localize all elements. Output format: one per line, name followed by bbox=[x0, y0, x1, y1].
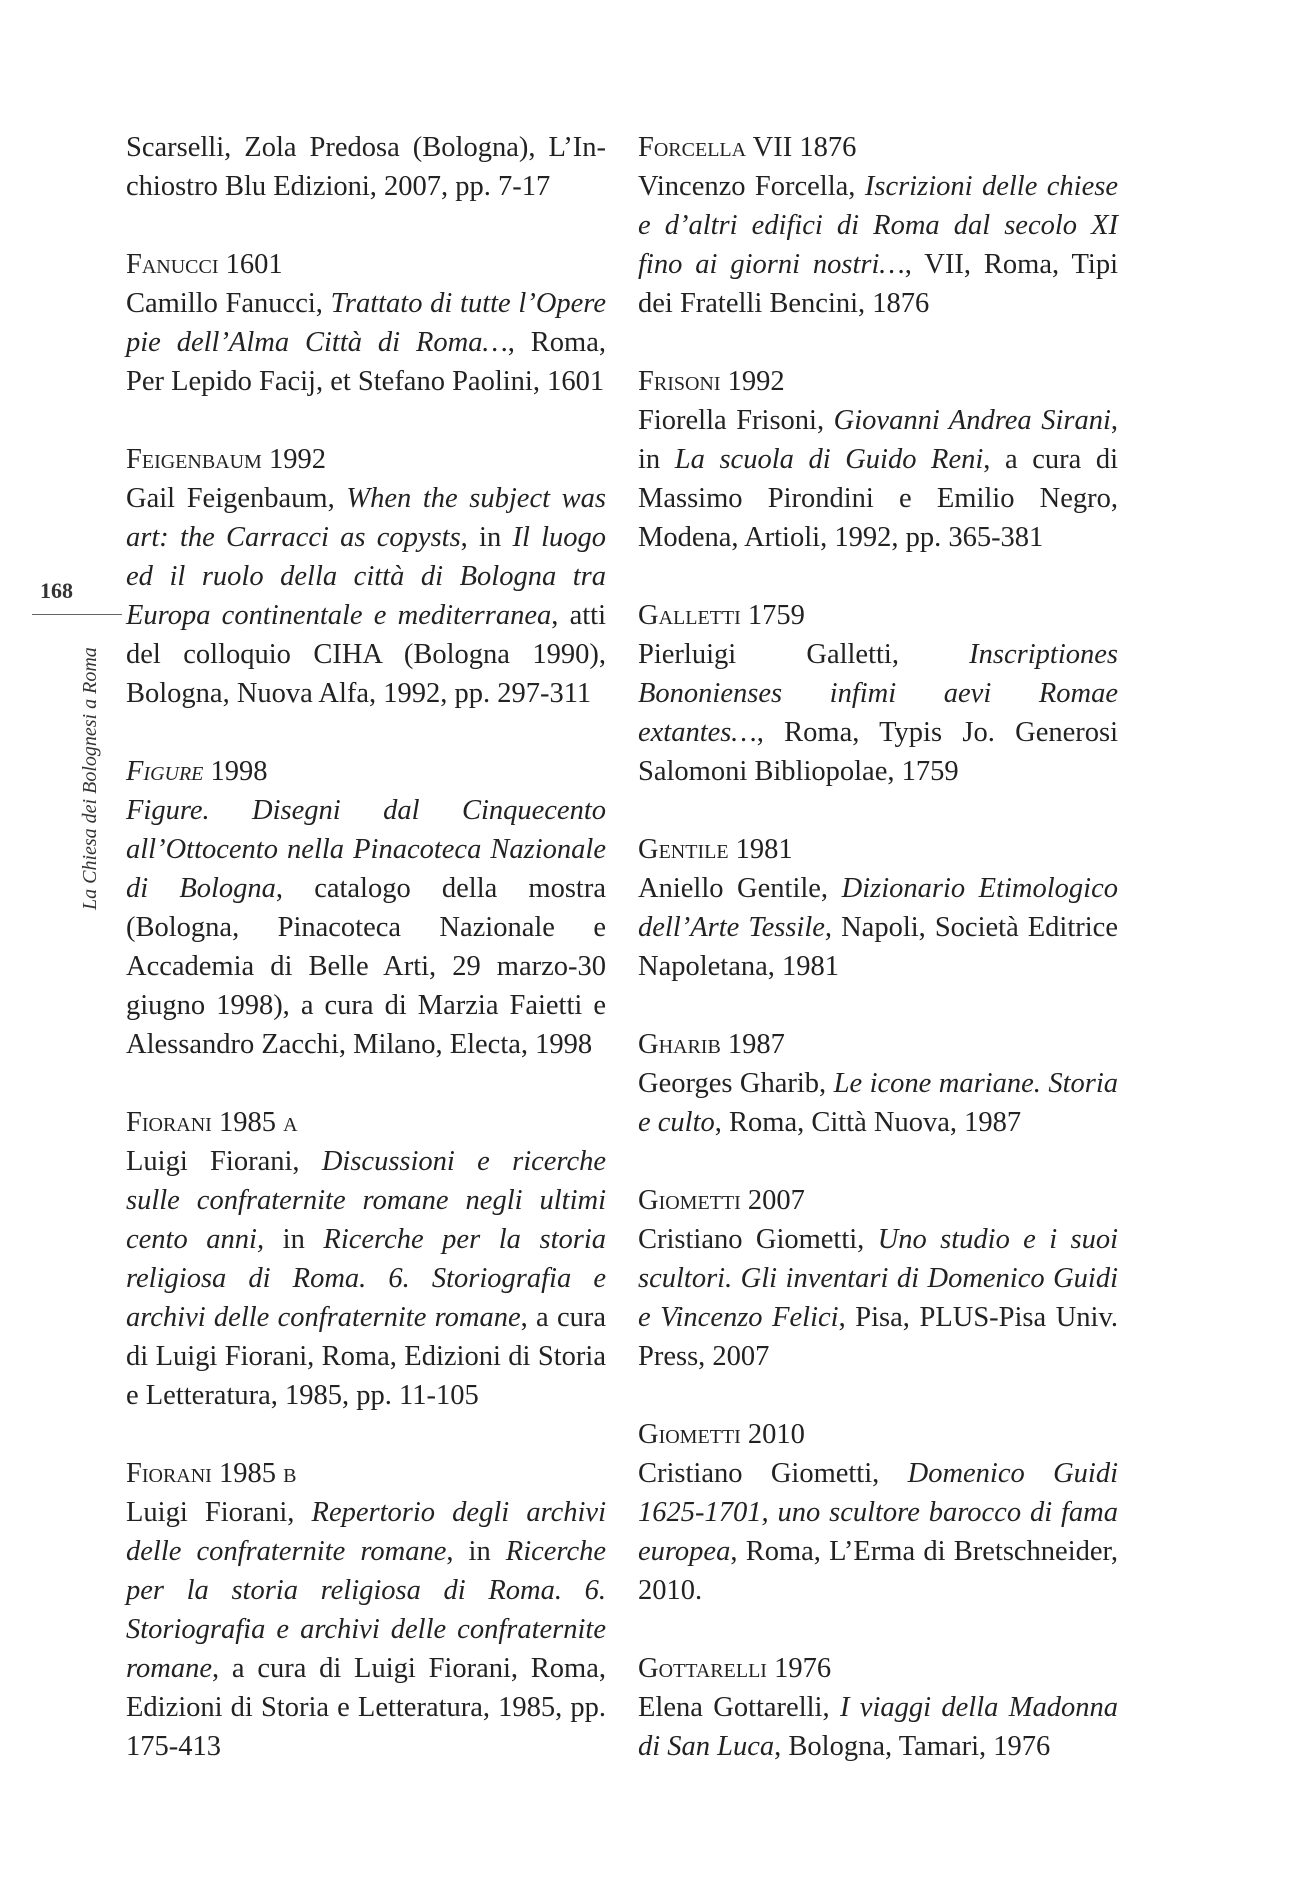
running-title-container bbox=[79, 630, 107, 910]
bibliography-entry bbox=[638, 1649, 1118, 1766]
entry-citation: Fiorella Frisoni, Giovanni Andrea Sirani, in La scuola di Guido Reni, a cura di Massimo Pirondini e Emilio Negro, Modena, Artioli, 1992, pp. 365-381 bbox=[638, 405, 1119, 553]
entry-citation: Gail Feigenbaum, When the subject was art: the Carracci as copysts, in Il luogo ed il ruolo della città di Bologna tra Europa continentale e mediterranea, atti del colloquio CIHA (Bologna 1990), Bologna, Nuova Alfa, 1992, pp. 297-311 bbox=[126, 483, 607, 709]
entry-heading: Giometti 2010 bbox=[638, 1419, 805, 1450]
entry-citation: Georges Gharib, Le icone mariane. Storia e culto, Roma, Città Nuova, 1987 bbox=[638, 1068, 1118, 1138]
entry-heading: Feigenbaum 1992 bbox=[126, 444, 326, 475]
entry-heading: Fanucci 1601 bbox=[126, 249, 283, 280]
bibliography-entry bbox=[126, 245, 606, 401]
entry-citation: Cristiano Giometti, Domenico Guidi 1625-1701, uno scultore barocco di fama europea, Roma, L’Erma di Bretschneider, 2010. bbox=[638, 1458, 1118, 1606]
bibliography-entry bbox=[638, 128, 1118, 323]
margin-rule bbox=[32, 614, 122, 615]
entry-heading: Galletti 1759 bbox=[638, 600, 805, 631]
running-title: La Chiesa dei Bolognesi a Roma bbox=[79, 647, 101, 910]
entry-citation: Luigi Fiorani, Discussioni e ricerche sulle confraternite romane negli ultimi cento anni, in Ricerche per la storia religiosa di Roma. 6. Storiografia e archivi delle confraternite romane, a cura di Luigi Fiorani, Roma, Edizioni di Storia e Letteratura, 1985, pp. 11-105 bbox=[126, 1146, 607, 1411]
entry-heading: Gharib 1987 bbox=[638, 1029, 785, 1060]
entry-citation: Cristiano Giometti, Uno studio e i suoi scultori. Gli inventari di Domenico Guidi e Vincenzo Felici, Pisa, PLUS-Pisa Univ. Press, 2007 bbox=[638, 1224, 1118, 1372]
bibliography-entry bbox=[126, 440, 606, 713]
entry-heading: Gentile 1981 bbox=[638, 834, 793, 865]
bibliography-entry bbox=[638, 1415, 1118, 1610]
bibliography-right-column bbox=[638, 128, 1118, 1805]
bibliography-entry bbox=[126, 752, 606, 1064]
bibliography-entry bbox=[638, 830, 1118, 986]
entry-citation: Vincenzo Forcella, Iscrizioni delle chiese e d’altri edifici di Roma dal secolo XI fino ai giorni nostri…, VII, Roma, Tipi dei Fratelli Bencini, 1876 bbox=[638, 171, 1118, 319]
entry-heading: Figure 1998 bbox=[126, 756, 268, 787]
bibliography-entry bbox=[638, 362, 1118, 557]
bibliography-entry bbox=[126, 128, 606, 206]
entry-citation: Scarselli, Zola Predosa (Bologna), L’In-chiostro Blu Edizioni, 2007, pp. 7-17 bbox=[126, 132, 606, 202]
entry-citation: Pierluigi Galletti, Inscriptiones Bononienses infimi aevi Romae extantes…, Roma, Typis Jo. Generosi Salomoni Bibliopolae, 1759 bbox=[638, 639, 1118, 787]
entry-heading: Giometti 2007 bbox=[638, 1185, 805, 1216]
bibliography-entry bbox=[126, 1454, 606, 1766]
bibliography-entry bbox=[638, 1181, 1118, 1376]
entry-citation: Camillo Fanucci, Trattato di tutte l’Opere pie dell’Alma Città di Roma…, Roma, Per Lepido Facij, et Stefano Paolini, 1601 bbox=[126, 288, 606, 397]
bibliography-left-column bbox=[126, 128, 606, 1805]
page-number: 168 bbox=[40, 578, 73, 603]
entry-citation: Luigi Fiorani, Repertorio degli archivi delle confraternite romane, in Ricerche per la storia religiosa di Roma. 6. Storiografia e archivi delle confraternite romane, a cura di Luigi Fiorani, Roma, Edizioni di Storia e Letteratura, 1985, pp. 175-413 bbox=[126, 1497, 606, 1762]
entry-citation: Aniello Gentile, Dizionario Etimologico dell’Arte Tessile, Napoli, Società Editrice Napoletana, 1981 bbox=[638, 873, 1118, 982]
bibliography-entry bbox=[638, 1025, 1118, 1142]
bibliography-entry bbox=[638, 596, 1118, 791]
bibliography-entry bbox=[126, 1103, 606, 1415]
entry-heading: Fiorani 1985 a bbox=[126, 1107, 298, 1138]
entry-heading: Gottarelli 1976 bbox=[638, 1653, 832, 1684]
entry-citation: Elena Gottarelli, I viaggi della Madonna di San Luca, Bologna, Tamari, 1976 bbox=[638, 1692, 1118, 1762]
entry-heading: Fiorani 1985 b bbox=[126, 1458, 297, 1489]
entry-heading: Frisoni 1992 bbox=[638, 366, 785, 397]
entry-heading: Forcella VII 1876 bbox=[638, 132, 857, 163]
entry-citation: Figure. Disegni dal Cinquecento all’Ottocento nella Pinacoteca Nazionale di Bologna, catalogo della mostra (Bologna, Pinacoteca Nazionale e Accademia di Belle Arti, 29 marzo-30 giugno 1998), a cura di Marzia Faietti e Alessandro Zacchi, Milano, Electa, 1998 bbox=[126, 795, 606, 1060]
